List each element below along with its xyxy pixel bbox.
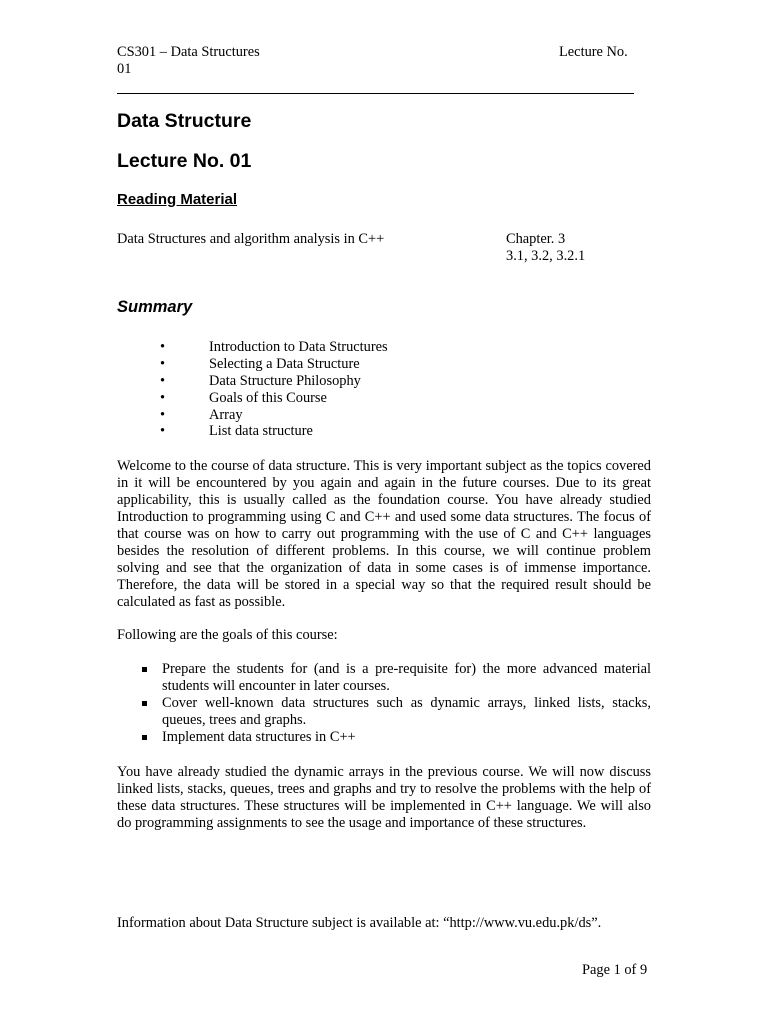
goal-item: Implement data structures in C++	[162, 729, 356, 745]
bullet-icon: •	[160, 406, 166, 423]
lecture-heading: Lecture No. 01	[117, 150, 252, 172]
goal-item: Cover well-known data structures such as dynamic arrays, linked lists, stacks, queues, trees and graphs.	[162, 695, 651, 728]
summary-item: Selecting a Data Structure	[209, 355, 360, 372]
reading-book: Data Structures and algorithm analysis in C++	[117, 231, 385, 247]
header-lecture-number: 01	[117, 61, 132, 77]
summary-item: List data structure	[209, 423, 313, 440]
summary-item: Data Structure Philosophy	[209, 372, 361, 389]
bullet-icon: •	[160, 355, 166, 372]
list-item	[117, 661, 651, 695]
summary-heading: Summary	[117, 298, 193, 316]
page-number: Page 1 of 9	[582, 962, 648, 978]
reading-material-heading: Reading Material	[117, 191, 238, 208]
header-course: CS301 – Data Structures	[117, 44, 260, 60]
bullet-icon: •	[160, 372, 166, 389]
bullet-icon: •	[160, 423, 166, 440]
summary-item: Introduction to Data Structures	[209, 339, 388, 355]
summary-item: Goals of this Course	[209, 389, 327, 406]
list-item	[117, 695, 651, 729]
list-item	[117, 729, 651, 746]
square-bullet-icon	[142, 735, 147, 740]
goals-intro-paragraph: Following are the goals of this course:	[117, 627, 338, 643]
summary-item: Array	[209, 406, 243, 423]
square-bullet-icon	[142, 701, 147, 706]
bullet-icon: •	[160, 389, 166, 406]
document-title: Data Structure	[117, 110, 252, 132]
header-divider	[117, 93, 634, 94]
goals-list	[117, 661, 651, 746]
closing-paragraph: You have already studied the dynamic arrays in the previous course. We will now discuss linked lists, stacks, queues, trees and graphs and try to resolve the problems with the help of these data structures. These structures will be implemented in C++ language. We will also do programming assignments to see the usage and importance of these structures.	[117, 764, 651, 831]
reading-chapter: Chapter. 3	[506, 231, 566, 247]
reading-sections: 3.1, 3.2, 3.2.1	[506, 248, 586, 264]
header-lecture-label: Lecture No.	[559, 44, 628, 60]
intro-paragraph: Welcome to the course of data structure. This is very important subject as the topics covered in it will be encountered by you again and again in the future courses. Due to its great applicability, this is usually called as the foundation course. You have already studied Introduction to programming using C and C++ and used some data structures. The focus of that course was on how to carry out programming with the use of C and C++ languages besides the resolution of different problems. In this course, we will continue problem solving and see that the organization of data in some cases is of immense importance. Therefore, the data will be stored in a special way so that the required result should be calculated as fast as possible.	[117, 458, 651, 610]
square-bullet-icon	[142, 667, 147, 672]
goal-item: Prepare the students for (and is a pre-requisite for) the more advanced material students will encounter in later courses.	[162, 661, 651, 694]
bullet-icon: •	[160, 339, 166, 355]
footer-info: Information about Data Structure subject is available at: “http://www.vu.edu.pk/ds”.	[117, 915, 602, 931]
